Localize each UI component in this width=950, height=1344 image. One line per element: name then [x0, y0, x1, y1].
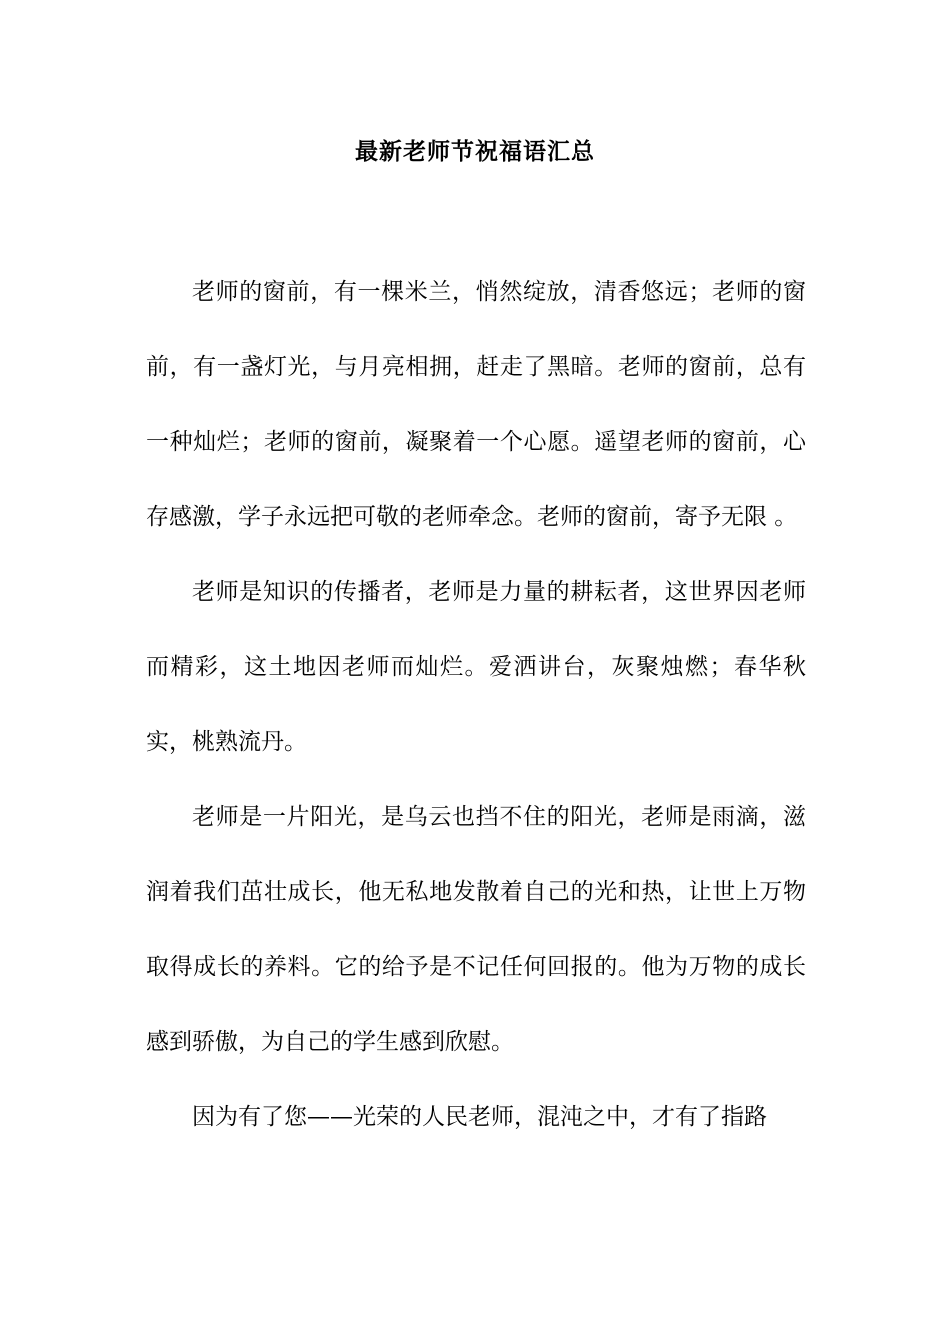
- paragraph-2: 老师是知识的传播者，老师是力量的耕耘者，这世界因老师而精彩，这土地因老师而灿烂。爱洒讲台，灰聚烛燃；春华秋实，桃熟流丹。: [146, 579, 806, 755]
- paragraph-4: 因为有了您——光荣的人民老师，混沌之中，才有了指路: [192, 1104, 767, 1130]
- paragraph-1: 老师的窗前，有一棵米兰，悄然绽放，清香悠远；老师的窗前，有一盏灯光，与月亮相拥，赶走了黑暗。老师的窗前，总有一种灿烂；老师的窗前，凝聚着一个心愿。遥望老师的窗前，心存感激，学子永远把可敬的老师牵念。老师的窗前，寄予无限 。: [146, 279, 806, 530]
- document-body: [146, 255, 806, 1155]
- paragraph-3: 老师是一片阳光，是乌云也挡不住的阳光，老师是雨滴，滋润着我们茁壮成长，他无私地发散着自己的光和热，让世上万物取得成长的养料。它的给予是不记任何回报的。他为万物的成长感到骄傲，为自己的学生感到欣慰。: [146, 804, 806, 1055]
- document-title: 最新老师节祝福语汇总: [355, 138, 595, 165]
